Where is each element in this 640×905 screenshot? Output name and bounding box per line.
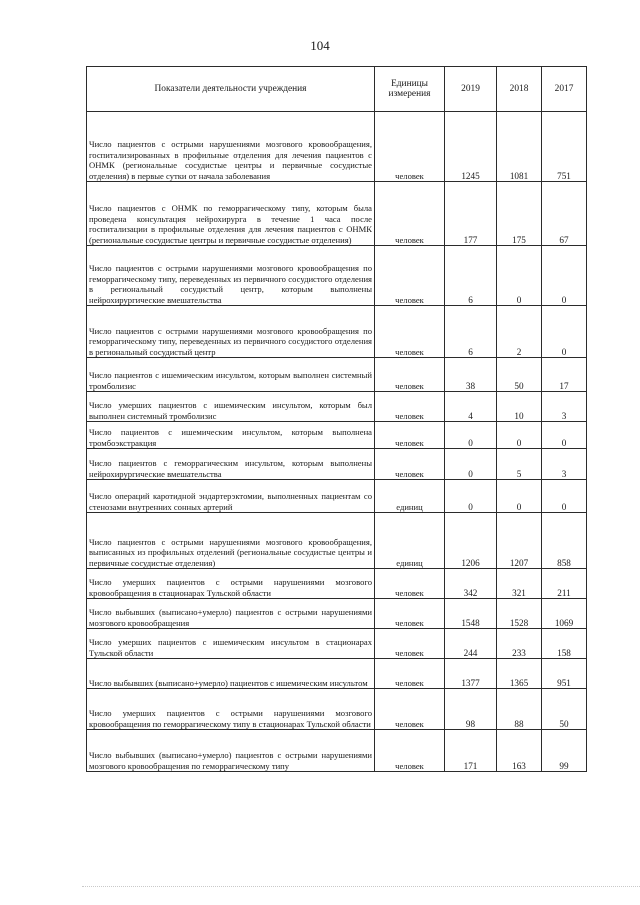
header-indicator: Показатели деятельности учреждения xyxy=(87,67,375,112)
value-2018-cell: 163 xyxy=(497,730,542,772)
indicator-cell: Число выбывших (выписано+умерло) пациентов с острыми нарушениями мозгового кровообращения по геморрагическому типу xyxy=(87,730,375,772)
value-2018-cell: 10 xyxy=(497,392,542,422)
indicator-cell: Число умерших пациентов с острыми нарушениями мозгового кровообращения по геморрагическому типу в стационарах Тульской области xyxy=(87,689,375,730)
value-2018-cell: 0 xyxy=(497,480,542,513)
page-number: 104 xyxy=(310,38,330,53)
unit-cell: единиц xyxy=(375,513,445,569)
table-body xyxy=(87,112,587,772)
value-2019-cell: 4 xyxy=(445,392,497,422)
table-row xyxy=(87,449,587,480)
value-2017-cell: 951 xyxy=(542,659,587,689)
value-2019-cell: 6 xyxy=(445,306,497,358)
value-2017-cell: 858 xyxy=(542,513,587,569)
value-2018-cell: 2 xyxy=(497,306,542,358)
value-2019-cell: 171 xyxy=(445,730,497,772)
indicator-cell: Число умерших пациентов с ишемическим инсультом в стационарах Тульской области xyxy=(87,629,375,659)
value-2017-cell: 50 xyxy=(542,689,587,730)
value-2017-cell: 1069 xyxy=(542,599,587,629)
table-row xyxy=(87,480,587,513)
header-year-2017: 2017 xyxy=(542,67,587,112)
value-2019-cell: 0 xyxy=(445,449,497,480)
unit-cell: человек xyxy=(375,629,445,659)
table-row xyxy=(87,659,587,689)
value-2018-cell: 50 xyxy=(497,358,542,392)
value-2018-cell: 1081 xyxy=(497,112,542,182)
table-row xyxy=(87,569,587,599)
table-row xyxy=(87,306,587,358)
value-2019-cell: 1548 xyxy=(445,599,497,629)
table-row xyxy=(87,422,587,449)
value-2019-cell: 0 xyxy=(445,422,497,449)
table-row xyxy=(87,246,587,306)
value-2018-cell: 233 xyxy=(497,629,542,659)
header-unit: Единицы измерения xyxy=(375,67,445,112)
indicator-cell: Число выбывших (выписано+умерло) пациентов с ишемическим инсультом xyxy=(87,659,375,689)
value-2019-cell: 6 xyxy=(445,246,497,306)
value-2017-cell: 3 xyxy=(542,449,587,480)
table-row xyxy=(87,513,587,569)
header-year-2018: 2018 xyxy=(497,67,542,112)
table-row xyxy=(87,730,587,772)
indicator-cell: Число пациентов с острыми нарушениями мозгового кровообращения, госпитализированных в профильные отделения для лечения пациентов с ОНМК (региональные сосудистые центры и первичные сосудистые отделения) в первые сутки от начала заболевания xyxy=(87,112,375,182)
indicator-cell: Число пациентов с острыми нарушениями мозгового кровообращения по геморрагическому типу, переведенных из первичного сосудистого отделения в региональный сосудистый центр, которым выполнены нейрохирургические вмешательства xyxy=(87,246,375,306)
unit-cell: человек xyxy=(375,689,445,730)
unit-cell: человек xyxy=(375,659,445,689)
indicator-cell: Число умерших пациентов с острыми нарушениями мозгового кровообращения в стационарах Тульской области xyxy=(87,569,375,599)
table-row xyxy=(87,599,587,629)
value-2019-cell: 98 xyxy=(445,689,497,730)
indicator-cell: Число пациентов с ОНМК по геморрагическому типу, которым была проведена консультация нейрохирурга в течение 1 часа после госпитализации в профильные отделения для лечения пациентов с ОНМК (региональные сосудистые центры и первичные сосудистые отделения) xyxy=(87,182,375,246)
value-2018-cell: 175 xyxy=(497,182,542,246)
value-2018-cell: 321 xyxy=(497,569,542,599)
unit-cell: человек xyxy=(375,112,445,182)
value-2018-cell: 1207 xyxy=(497,513,542,569)
table-row xyxy=(87,358,587,392)
indicator-cell: Число пациентов с ишемическим инсультом, которым выполнена тромбоэкстракция xyxy=(87,422,375,449)
value-2017-cell: 158 xyxy=(542,629,587,659)
indicator-cell: Число пациентов с острыми нарушениями мозгового кровообращения, выписанных из профильных отделений (региональные сосудистые центры и первичные сосудистые отделения) xyxy=(87,513,375,569)
table-row xyxy=(87,629,587,659)
indicators-table xyxy=(86,66,587,772)
table-row xyxy=(87,112,587,182)
header-year-2019: 2019 xyxy=(445,67,497,112)
value-2019-cell: 0 xyxy=(445,480,497,513)
unit-cell: человек xyxy=(375,599,445,629)
unit-cell: человек xyxy=(375,730,445,772)
value-2017-cell: 0 xyxy=(542,422,587,449)
value-2019-cell: 244 xyxy=(445,629,497,659)
indicator-cell: Число пациентов с ишемическим инсультом, которым выполнен системный тромболизис xyxy=(87,358,375,392)
unit-cell: человек xyxy=(375,246,445,306)
value-2017-cell: 0 xyxy=(542,480,587,513)
table-row xyxy=(87,182,587,246)
value-2018-cell: 88 xyxy=(497,689,542,730)
unit-cell: человек xyxy=(375,449,445,480)
indicator-cell: Число операций каротидной эндартерэктомии, выполненных пациентам со стенозами внутренних сонных артерий xyxy=(87,480,375,513)
value-2019-cell: 1245 xyxy=(445,112,497,182)
value-2019-cell: 177 xyxy=(445,182,497,246)
value-2019-cell: 1377 xyxy=(445,659,497,689)
unit-cell: человек xyxy=(375,306,445,358)
value-2018-cell: 1365 xyxy=(497,659,542,689)
value-2017-cell: 0 xyxy=(542,246,587,306)
indicator-cell: Число выбывших (выписано+умерло) пациентов с острыми нарушениями мозгового кровообращения xyxy=(87,599,375,629)
table-row xyxy=(87,392,587,422)
unit-cell: человек xyxy=(375,182,445,246)
indicator-cell: Число умерших пациентов с ишемическим инсультом, которым был выполнен системный тромболизис xyxy=(87,392,375,422)
indicator-cell: Число пациентов с геморрагическим инсультом, которым выполнены нейрохирургические вмешательства xyxy=(87,449,375,480)
value-2017-cell: 211 xyxy=(542,569,587,599)
unit-cell: человек xyxy=(375,569,445,599)
value-2019-cell: 38 xyxy=(445,358,497,392)
value-2018-cell: 1528 xyxy=(497,599,542,629)
value-2017-cell: 17 xyxy=(542,358,587,392)
table-header-row xyxy=(87,67,587,112)
indicator-cell: Число пациентов с острыми нарушениями мозгового кровообращения по геморрагическому типу, переведенных из первичного сосудистого отделения в региональный сосудистый центр xyxy=(87,306,375,358)
unit-cell: человек xyxy=(375,358,445,392)
unit-cell: человек xyxy=(375,392,445,422)
value-2017-cell: 0 xyxy=(542,306,587,358)
scan-noise-line xyxy=(82,886,640,889)
unit-cell: единиц xyxy=(375,480,445,513)
value-2017-cell: 751 xyxy=(542,112,587,182)
table-row xyxy=(87,689,587,730)
unit-cell: человек xyxy=(375,422,445,449)
value-2018-cell: 5 xyxy=(497,449,542,480)
value-2017-cell: 3 xyxy=(542,392,587,422)
value-2017-cell: 67 xyxy=(542,182,587,246)
value-2018-cell: 0 xyxy=(497,422,542,449)
value-2018-cell: 0 xyxy=(497,246,542,306)
value-2017-cell: 99 xyxy=(542,730,587,772)
value-2019-cell: 342 xyxy=(445,569,497,599)
value-2019-cell: 1206 xyxy=(445,513,497,569)
